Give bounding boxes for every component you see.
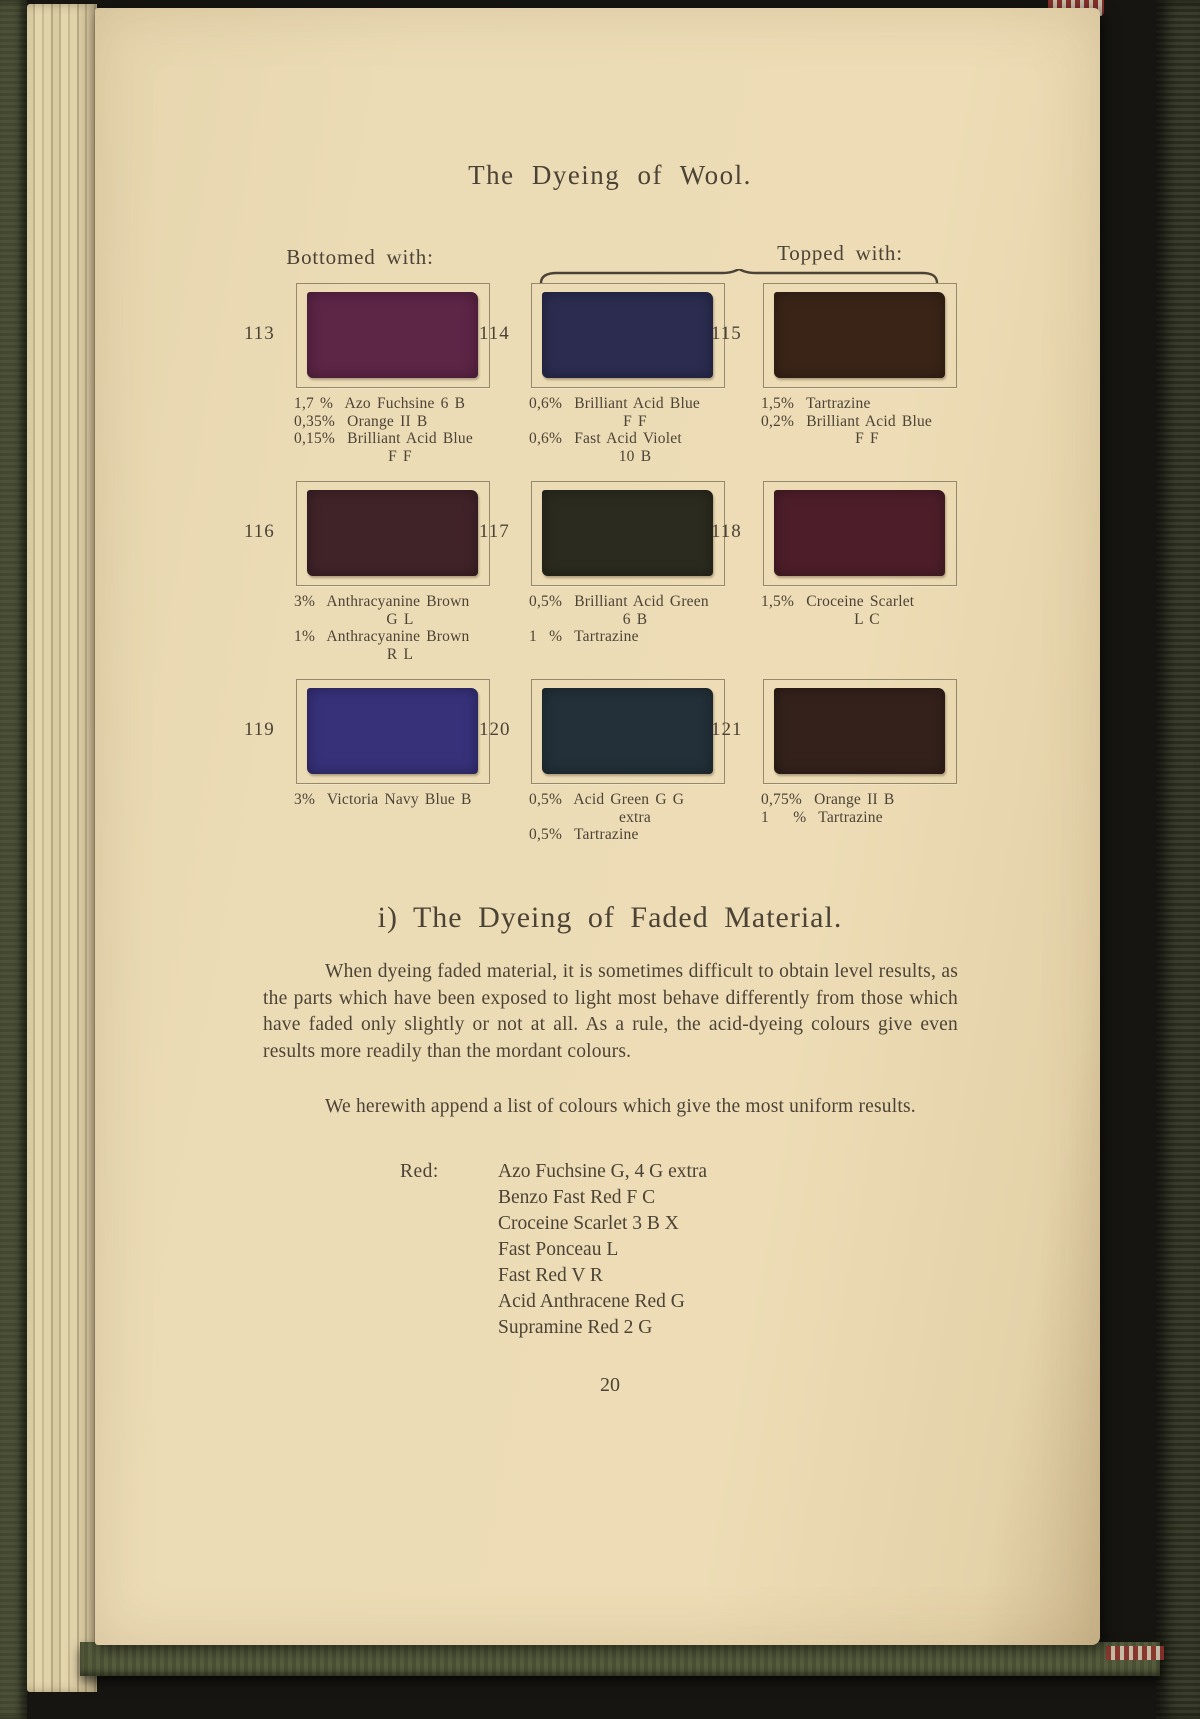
swatch-number: 121 bbox=[711, 719, 743, 740]
book-cover-right bbox=[1156, 0, 1200, 1719]
swatch-cell-121 bbox=[711, 679, 957, 879]
red-list-item: Supramine Red 2 G bbox=[498, 1317, 653, 1338]
caption-line: 1% Anthracyanine Brown bbox=[294, 628, 470, 645]
page-title: The Dyeing of Wool. bbox=[468, 160, 752, 190]
topped-with-brace bbox=[538, 269, 940, 284]
caption-line: extra bbox=[619, 808, 651, 826]
red-list-label: Red: bbox=[400, 1161, 439, 1182]
swatch-caption bbox=[529, 395, 741, 465]
swatch-number: 115 bbox=[711, 323, 742, 344]
swatch-caption bbox=[761, 395, 973, 448]
book-cover-left bbox=[0, 0, 27, 1719]
red-list-item: Croceine Scarlet 3 B X bbox=[498, 1213, 679, 1234]
caption-line: F F bbox=[855, 430, 879, 447]
fabric-swatch bbox=[307, 490, 478, 576]
fabric-swatch bbox=[542, 292, 713, 378]
red-list-item: Benzo Fast Red F C bbox=[498, 1187, 656, 1208]
swatch-number: 113 bbox=[244, 323, 275, 344]
swatch-frame bbox=[296, 481, 490, 586]
caption-line: 0,6% Fast Acid Violet bbox=[529, 430, 682, 447]
swatch-cell-115 bbox=[711, 283, 957, 483]
swatch-caption bbox=[294, 395, 506, 465]
fabric-swatch bbox=[542, 688, 713, 774]
caption-line: 3% Victoria Navy Blue B bbox=[294, 791, 472, 808]
swatch-number: 114 bbox=[479, 323, 510, 344]
swatch-caption bbox=[294, 593, 506, 663]
caption-line: 3% Anthracyanine Brown bbox=[294, 593, 470, 610]
headband-bottom bbox=[1106, 1646, 1164, 1660]
fabric-swatch bbox=[774, 490, 945, 576]
caption-line: 0,5% Acid Green G G bbox=[529, 791, 685, 808]
caption-line: 0,35% Orange II B bbox=[294, 412, 428, 430]
book-cover-bottom bbox=[80, 1642, 1160, 1676]
swatch-cell-118 bbox=[711, 481, 957, 681]
swatch-number: 120 bbox=[479, 719, 511, 740]
paragraph-append-list: We herewith append a list of colours which give the most uniform results. bbox=[325, 1096, 916, 1117]
swatch-cell-114 bbox=[479, 283, 725, 483]
caption-line: 10 B bbox=[618, 447, 652, 465]
section-heading: i) The Dyeing of Faded Material. bbox=[377, 901, 843, 934]
caption-line: 1 % Tartrazine bbox=[761, 808, 883, 826]
swatch-cell-117 bbox=[479, 481, 725, 681]
caption-line: R L bbox=[386, 645, 414, 663]
red-list-item: Fast Red V R bbox=[498, 1265, 603, 1286]
caption-line: 1,7 % Azo Fuchsine 6 B bbox=[294, 395, 466, 412]
caption-line: 1,5% Croceine Scarlet bbox=[761, 593, 915, 610]
book-page bbox=[95, 8, 1100, 1645]
swatch-number: 118 bbox=[711, 521, 742, 542]
swatch-caption bbox=[529, 791, 741, 844]
swatch-number: 119 bbox=[244, 719, 275, 740]
red-list-item: Fast Ponceau L bbox=[498, 1239, 619, 1260]
caption-line: 0,5% Brilliant Acid Green bbox=[529, 593, 709, 610]
page-number: 20 bbox=[600, 1374, 620, 1396]
swatch-caption bbox=[529, 593, 741, 646]
caption-line: 0,75% Orange II B bbox=[761, 791, 895, 808]
paragraph-faded-material: When dyeing faded material, it is sometimes difficult to obtain level results, as the parts which have been exposed to light most behave differently from those which have faded only slightly or not at all. As a rule, the acid-dyeing colours give even results more readily than the mordant colours. bbox=[263, 961, 958, 1062]
swatch-frame bbox=[531, 283, 725, 388]
fabric-swatch bbox=[774, 688, 945, 774]
caption-line: 1 % Tartrazine bbox=[529, 628, 639, 645]
page-stack-edges bbox=[27, 4, 97, 1692]
column-header-bottomed: Bottomed with: bbox=[286, 245, 434, 269]
swatch-frame bbox=[296, 679, 490, 784]
red-list-item: Azo Fuchsine G, 4 G extra bbox=[498, 1161, 708, 1182]
swatch-frame bbox=[763, 679, 957, 784]
fabric-swatch bbox=[774, 292, 945, 378]
caption-line: 1,5% Tartrazine bbox=[761, 395, 871, 412]
swatch-caption bbox=[761, 593, 973, 628]
swatch-caption bbox=[294, 791, 506, 809]
swatch-cell-119 bbox=[244, 679, 490, 879]
fabric-swatch bbox=[307, 688, 478, 774]
caption-line: L C bbox=[854, 610, 880, 628]
caption-line: 0,2% Brilliant Acid Blue bbox=[761, 412, 932, 430]
caption-line: F F bbox=[623, 412, 647, 430]
red-list-items bbox=[498, 1159, 918, 1341]
swatch-number: 117 bbox=[479, 521, 510, 542]
swatch-frame bbox=[296, 283, 490, 388]
red-list-item: Acid Anthracene Red G bbox=[498, 1291, 685, 1312]
swatch-cell-116 bbox=[244, 481, 490, 681]
swatch-frame bbox=[763, 481, 957, 586]
caption-line: G L bbox=[386, 610, 414, 628]
fabric-swatch bbox=[307, 292, 478, 378]
swatch-cell-120 bbox=[479, 679, 725, 879]
swatch-frame bbox=[531, 481, 725, 586]
fabric-swatch bbox=[542, 490, 713, 576]
swatch-frame bbox=[531, 679, 725, 784]
caption-line: 0,5% Tartrazine bbox=[529, 826, 639, 843]
caption-line: 0,6% Brilliant Acid Blue bbox=[529, 395, 700, 412]
swatch-number: 116 bbox=[244, 521, 275, 542]
caption-line: 6 B bbox=[622, 610, 648, 628]
swatch-cell-113 bbox=[244, 283, 490, 483]
swatch-frame bbox=[763, 283, 957, 388]
caption-line: 0,15% Brilliant Acid Blue bbox=[294, 430, 473, 447]
column-header-topped: Topped with: bbox=[777, 241, 903, 265]
swatch-caption bbox=[761, 791, 973, 826]
caption-line: F F bbox=[388, 447, 412, 465]
